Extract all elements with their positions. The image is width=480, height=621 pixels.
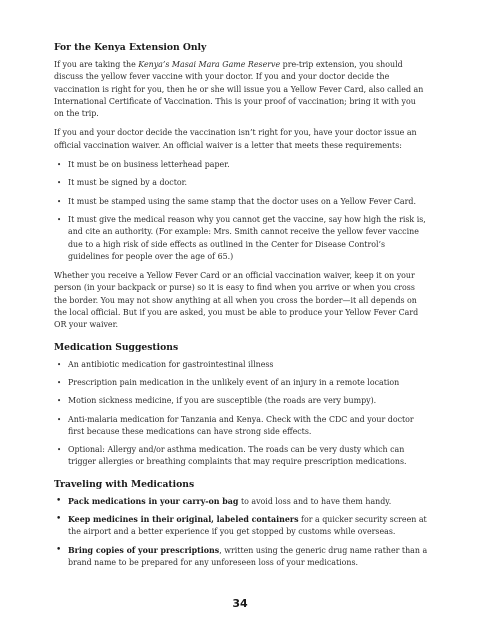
list-item: • Prescription pain medication in the unlikely event of an injury in a remote location (54, 377, 428, 389)
carry-proof-paragraph: Whether you receive a Yellow Fever Card or an official vaccination waiver, keep it on your person (in your backpack or purse) so it is easy to find when you arrive or when you cross the border. You may not show anything at all when you cross the border—it all depends on the local official. But if you are asked, you must be able to produce your Yellow Fever Card OR your waiver. (54, 271, 419, 330)
list-item: • An antibiotic medication for gastrointestinal illness (54, 359, 428, 371)
list-item (54, 496, 428, 508)
tip-lead: Keep medicines in their original, labeled containers (68, 515, 299, 525)
list-item: • Anti-malaria medication for Tanzania and Kenya. Check with the CDC and your doctor first because these medications can have strong side effects. (57, 414, 414, 436)
list-item: • It must give the medical reason why you cannot get the vaccine, say how high the risk is, and cite an authority. (For example: Mrs. Smith cannot receive the yellow fever vaccine due to a high risk of side effects as outlined in the Center for Disease Control’s guidelines for people over the age of 65.) (57, 214, 426, 261)
tip-lead: Pack medications in your carry-on bag (68, 496, 239, 506)
bullet-icon: • (56, 495, 62, 506)
bullet-icon: • (57, 161, 62, 170)
page-number: 34 (232, 597, 248, 610)
medication-suggestions-list (54, 359, 428, 469)
intro-text-start: If you are taking the (54, 60, 139, 69)
tip-detail: to avoid loss and to have them handy. (238, 496, 392, 506)
extension-name: Kenya’s Masai Mara Game Reserve (138, 60, 281, 69)
bullet-icon: • (57, 197, 62, 206)
list-item (54, 514, 428, 539)
traveling-with-medications-section (54, 479, 428, 569)
bullet-icon: • (56, 514, 62, 525)
tip-detail: , written using the generic drug name rather than a brand name to be prepared for any unforeseen loss of your medications. (68, 545, 428, 567)
waiver-requirements-list (54, 159, 428, 263)
bullet-icon: • (57, 446, 62, 455)
bullet-icon: • (57, 179, 62, 188)
bullet-icon: • (56, 544, 62, 555)
bullet-icon: • (57, 415, 62, 424)
tip-lead: Bring copies of your prescriptions (68, 545, 220, 555)
list-item: • Motion sickness medicine, if you are susceptible (the roads are very bumpy). (54, 395, 428, 407)
traveling-with-medications-heading: Traveling with Medications (54, 478, 195, 490)
list-item: • It must be stamped using the same stamp that the doctor uses on a Yellow Fever Card. (54, 196, 428, 208)
medication-suggestions-heading: Medication Suggestions (54, 341, 179, 353)
list-item: • It must be signed by a doctor. (54, 177, 428, 189)
waiver-paragraph: If you and your doctor decide the vaccination isn’t right for you, have your doctor issue an official vaccination waiver. An official waiver is a letter that meets these requirements: (54, 128, 417, 150)
intro-text-end: pre-trip extension, you should discuss the yellow fever vaccine with your doctor. If you and your doctor decide the vaccination is right for you, then he or she will issue you a Yellow Fever Card, also called an International Certificate of Vaccination. This is your proof of vaccination; bring it with you on the trip. (54, 60, 424, 119)
traveling-tips-list (54, 496, 428, 569)
medication-suggestions-section (54, 342, 428, 469)
list-item: • It must be on business letterhead paper. (54, 159, 428, 171)
kenya-extension-section (54, 42, 428, 332)
bullet-icon: • (57, 378, 62, 387)
kenya-intro-paragraph (54, 59, 428, 120)
kenya-extension-heading: For the Kenya Extension Only (54, 42, 207, 53)
bullet-icon: • (57, 215, 62, 224)
bullet-icon: • (57, 360, 62, 369)
tip-detail: for a quicker security screen at the airport and a better experience if you get stopped by customs while overseas. (68, 515, 427, 537)
bullet-icon: • (57, 397, 62, 406)
list-item (54, 545, 428, 570)
list-item: • Optional: Allergy and/or asthma medication. The roads can be very dusty which can trigger allergies or breathing complaints that may require prescription medications. (57, 445, 407, 467)
